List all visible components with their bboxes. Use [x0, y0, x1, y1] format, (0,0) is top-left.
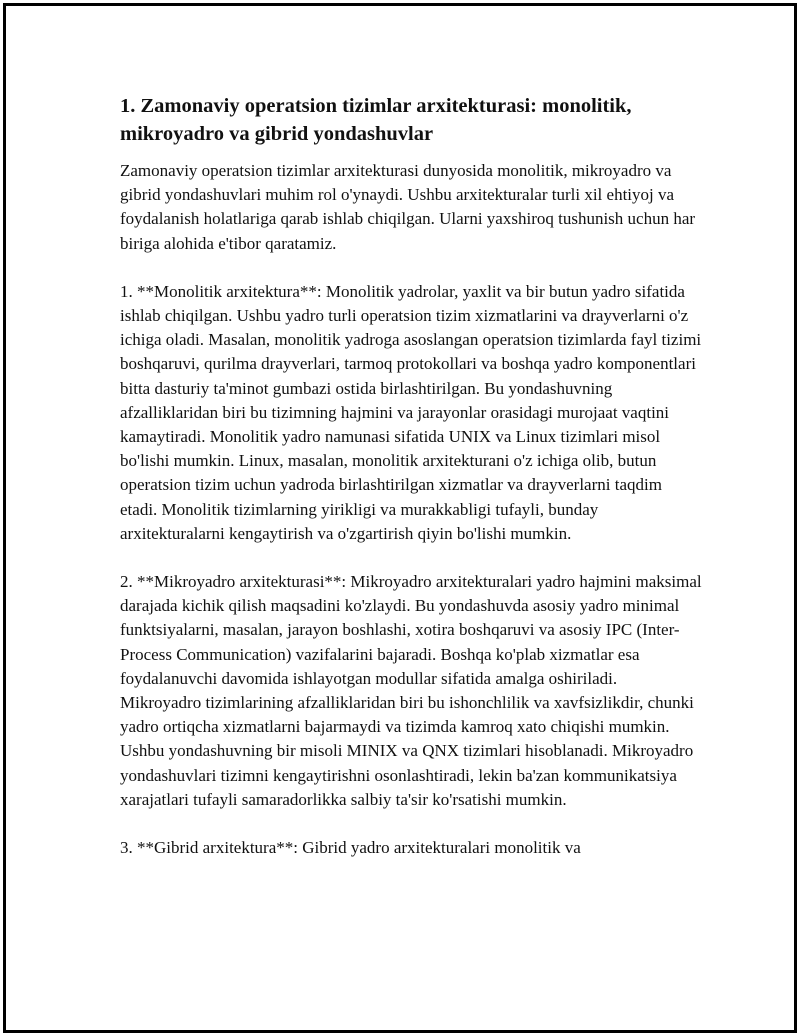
document-body [120, 92, 702, 884]
section-heading: 1. Zamonaviy operatsion tizimlar arxitekturasi: monolitik, mikroyadro va gibrid yondashuvlar [120, 95, 632, 145]
page-frame [3, 3, 797, 1033]
microkernel-paragraph: 2. **Mikroyadro arxitekturasi**: Mikroyadro arxitekturalari yadro hajmini maksimal darajada kichik qilish maqsadini ko'zlaydi. Bu yondashuvda asosiy yadro minimal funktsiyalarni, masalan, jarayon boshlashi, xotira boshqaruvi va asosiy IPC (Inter-Process Communication) vazifalarini bajaradi. Boshqa ko'plab xizmatlar esa foydalanuvchi davomida ishlayotgan modullar sifatida amalga oshiriladi. Mikroyadro tizimlarining afzalliklaridan biri bu ishonchlilik va xavfsizlikdir, chunki yadro ortiqcha xizmatlarni bajarmaydi va tizimda kamroq xato chiqishi mumkin. Ushbu yondashuvning bir misoli MINIX va QNX tizimlari hisoblanadi. Mikroyadro yondashuvlari tizimni kengaytirishni osonlashtiradi, lekin ba'zan kommunikatsiya xarajatlari tufayli samaradorlikka salbiy ta'sir ko'rsatishi mumkin. [120, 572, 702, 809]
intro-paragraph: Zamonaviy operatsion tizimlar arxitekturasi dunyosida monolitik, mikroyadro va gibrid yondashuvlari muhim rol o'ynaydi. Ushbu arxitekturalar turli xil ehtiyoj va foydalanish holatlariga qarab ishlab chiqilgan. Ularni yaxshiroq tushunish uchun har biriga alohida e'tibor qaratamiz. [120, 161, 696, 253]
hybrid-paragraph: 3. **Gibrid arxitektura**: Gibrid yadro arxitekturalari monolitik va [120, 838, 581, 858]
monolithic-paragraph: 1. **Monolitik arxitektura**: Monolitik yadrolar, yaxlit va bir butun yadro sifatida ishlab chiqilgan. Ushbu yadro turli operatsion tizim xizmatlarini va drayverlarni o'z ichiga oladi. Masalan, monolitik yadroga asoslangan operatsion tizimlarda fayl tizimi boshqaruvi, qurilma drayverlari, tarmoq protokollari va boshqa yadro komponentlari bitta dasturiy ta'minot gumbazi ostida birlashtirilgan. Bu yondashuvning afzalliklaridan biri bu tizimning hajmini va jarayonlar orasidagi murojaat vaqtini kamaytiradi. Monolitik yadro namunasi sifatida UNIX va Linux tizimlari misol bo'lishi mumkin. Linux, masalan, monolitik arxitekturani o'z ichiga olib, butun operatsion tizim uchun yadroda birlashtirilgan xizmatlar va drayverlarni taqdim etadi. Monolitik tizimlarning yirikligi va murakkabligi tufayli, bunday arxitekturalarni kengaytirish va o'zgartirish qiyin bo'lishi mumkin. [120, 281, 702, 543]
